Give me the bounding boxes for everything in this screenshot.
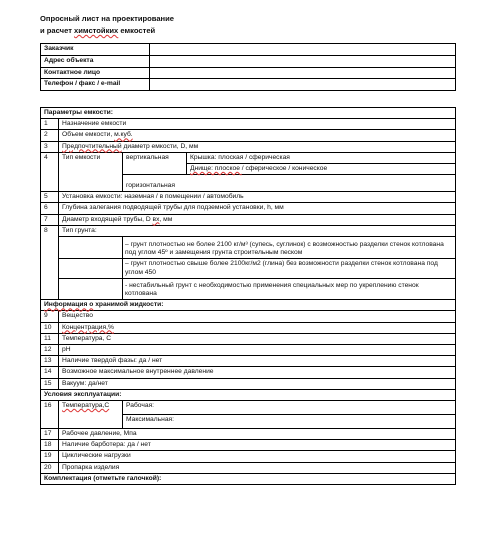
- row-text: Объем емкости,: [62, 131, 115, 139]
- row-label: Глубина залегания подводящей трубы для подземной установки, h, мм: [59, 203, 456, 214]
- row-number: 19: [41, 451, 59, 462]
- row-label: [59, 141, 456, 152]
- title-text: емкостей: [118, 26, 156, 35]
- row-label: [59, 130, 456, 141]
- misspelled-word: вх: [152, 215, 160, 223]
- row-label: Установка емкости: наземная / в помещении / автомобиль: [59, 192, 456, 203]
- row-label: Вещество: [59, 311, 456, 322]
- row-number: 10: [41, 322, 59, 333]
- tank-type-row: [41, 152, 456, 163]
- soil-type-row: [41, 225, 456, 236]
- row-label: Пропарка изделия: [59, 462, 456, 473]
- row-label: Наличие твердой фазы: да / нет: [59, 356, 456, 367]
- section-heading-kit: Комплектация (отметьте галочкой):: [41, 473, 456, 484]
- row-number: 20: [41, 462, 59, 473]
- parameters-table: [40, 107, 456, 485]
- customer-value-field[interactable]: [150, 44, 456, 56]
- table-row: [41, 203, 456, 214]
- soil-option-row: [41, 278, 456, 299]
- soil-option-row: [41, 259, 456, 278]
- table-row: [41, 130, 456, 141]
- table-row: [41, 429, 456, 440]
- empty-cell: [59, 259, 123, 278]
- section-row: [41, 389, 456, 400]
- row-number: 6: [41, 203, 59, 214]
- object-address-label: Адрес объекта: [41, 55, 150, 67]
- row-label: Вакуум: да/нет: [59, 378, 456, 389]
- row-label: Возможное максимальное внутреннее давление: [59, 367, 456, 378]
- table-row: [41, 451, 456, 462]
- misspelled-word: Предпочтительный: [62, 142, 122, 150]
- phone-field[interactable]: [150, 79, 456, 91]
- temperature-row: [41, 401, 456, 415]
- section-row: [41, 300, 456, 311]
- row-number: 15: [41, 378, 59, 389]
- object-address-row: [41, 55, 456, 67]
- misspelled-word: Днище: плоское: [190, 165, 242, 173]
- row-number: 9: [41, 311, 59, 322]
- row-number: 5: [41, 192, 59, 203]
- soil-type-label: Тип грунта:: [59, 225, 456, 236]
- row-label: pH: [59, 345, 456, 356]
- row-number: 11: [41, 333, 59, 344]
- misspelled-word: Температура,С: [62, 402, 110, 410]
- row-number: 2: [41, 130, 59, 141]
- empty-cell: [59, 278, 123, 299]
- misspelled-word: Информация о: [44, 301, 94, 309]
- table-row: [41, 367, 456, 378]
- table-row: [41, 141, 456, 152]
- section-heading-liquid: [41, 300, 456, 311]
- working-temperature-field[interactable]: Рабочая:: [123, 401, 456, 415]
- empty-cell: [59, 237, 123, 259]
- row-text: диаметр емкости, D, мм: [121, 142, 199, 150]
- row-number: 3: [41, 141, 59, 152]
- row-number: 8: [41, 225, 59, 299]
- table-row: [41, 462, 456, 473]
- table-row: [41, 322, 456, 333]
- heading-text: хранимой жидкости:: [93, 301, 164, 309]
- row-label: [59, 322, 456, 333]
- row-label: Температура, С: [59, 333, 456, 344]
- row-number: 14: [41, 367, 59, 378]
- table-row: [41, 333, 456, 344]
- soil-option-1: – грунт плотностью не более 2100 кг/м³ (супесь, суглинок) с возможностью разделки стенок котлована под углом 45º и замещения грунта строительным песком: [123, 237, 456, 259]
- row-number: 18: [41, 440, 59, 451]
- row-label: Назначение емкости: [59, 119, 456, 130]
- title-misspelled-word: химстойких: [74, 26, 119, 35]
- phone-label: Телефон / факс / e-mail: [41, 79, 150, 91]
- row-number: 16: [41, 401, 59, 429]
- table-row: [41, 214, 456, 225]
- section-row: [41, 108, 456, 119]
- row-label: Рабочее давление, Мпа: [59, 429, 456, 440]
- tank-type-vertical: вертикальная: [123, 152, 187, 174]
- soil-option-2: – грунт плотностью свыше более 2100кг/м2 (глина) без возможности разделки стенок котлована под углом 450: [123, 259, 456, 278]
- title-line-2: [40, 25, 174, 37]
- row-number: 13: [41, 356, 59, 367]
- title-line-1: Опросный лист на проектирование: [40, 14, 175, 23]
- row-text: Диаметр входящей трубы, D: [62, 215, 153, 223]
- row-number: 4: [41, 152, 59, 191]
- table-row: [41, 119, 456, 130]
- contact-person-field[interactable]: [150, 67, 456, 79]
- section-heading-parameters: Параметры емкости:: [41, 108, 456, 119]
- table-row: [41, 356, 456, 367]
- customer-table: [40, 43, 456, 91]
- phone-row: [41, 79, 456, 91]
- tank-type-label: Тип емкости: [59, 152, 123, 191]
- contact-person-label: Контактное лицо: [41, 67, 150, 79]
- title-text: и расчет: [40, 26, 75, 35]
- temperature-label: [59, 401, 123, 429]
- table-row: [41, 192, 456, 203]
- soil-option-3: - нестабильный грунт с необходимостью применения специальных мер по укреплению стенок котлована: [123, 278, 456, 299]
- row-text: , мм: [159, 215, 173, 223]
- max-temperature-field[interactable]: Максимальная:: [123, 415, 456, 429]
- row-number: 1: [41, 119, 59, 130]
- misspelled-word: м.куб.: [114, 131, 133, 139]
- document-title: [40, 13, 174, 37]
- tank-bottom-option: [187, 164, 456, 175]
- table-row: [41, 311, 456, 322]
- table-row: [41, 440, 456, 451]
- tank-type-horizontal: горизонтальная: [123, 175, 456, 192]
- misspelled-word: Концентрация,%: [62, 323, 114, 331]
- section-row: [41, 473, 456, 484]
- table-row: [41, 378, 456, 389]
- row-text: / сферическое / коническое: [241, 165, 328, 173]
- row-number: 7: [41, 214, 59, 225]
- contact-person-row: [41, 67, 456, 79]
- row-number: 12: [41, 345, 59, 356]
- soil-option-row: [41, 237, 456, 259]
- table-row: [41, 345, 456, 356]
- row-label: [59, 214, 456, 225]
- row-number: 17: [41, 429, 59, 440]
- customer-row: [41, 44, 456, 56]
- tank-roof-option: Крышка: плоская / сферическая: [187, 152, 456, 163]
- row-label: Наличие барботера: да / нет: [59, 440, 456, 451]
- object-address-field[interactable]: [150, 55, 456, 67]
- row-label: Циклические нагрузки: [59, 451, 456, 462]
- customer-label: Заказчик: [41, 44, 150, 56]
- section-heading-conditions: Условия эксплуатации:: [41, 389, 456, 400]
